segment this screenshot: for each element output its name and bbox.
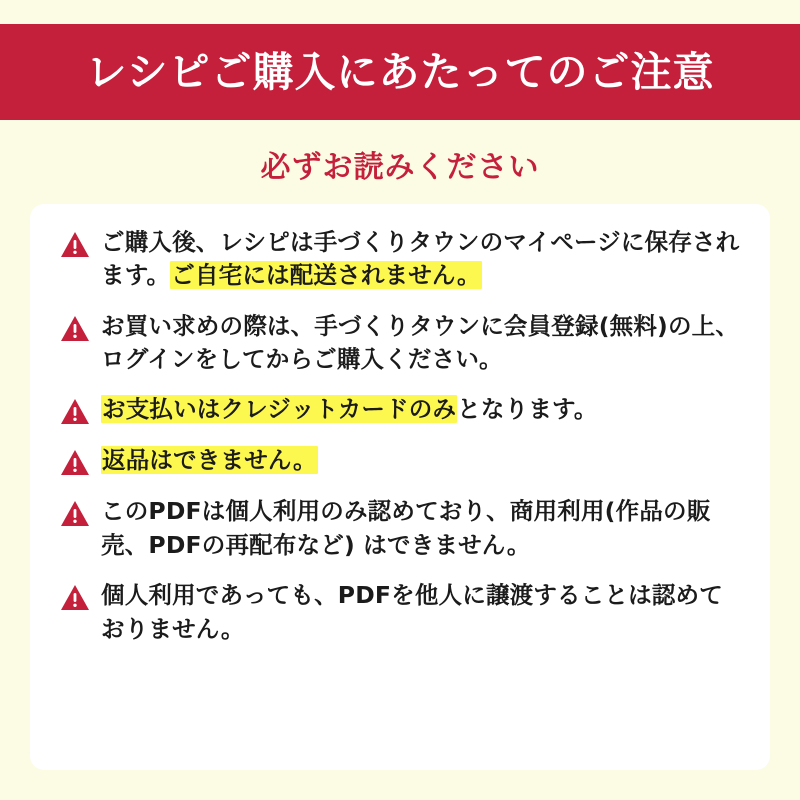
notice-text [101, 495, 742, 562]
plain-text: ご購入後、レシピは手づくりタウンのマイページに保存されます。 [101, 228, 740, 290]
notice-text [101, 579, 742, 646]
highlighted-text: 返品はできません。 [102, 446, 317, 475]
plain-text: お買い求めの際は、手づくりタウンに会員登録(無料)の上、ログインをしてからご購入ください。 [101, 311, 740, 374]
notice-text [101, 226, 742, 293]
notice-text [101, 310, 742, 377]
notice-list [60, 226, 742, 646]
notice-card [30, 204, 770, 770]
header-band [0, 24, 800, 120]
notice-item [60, 226, 742, 293]
plain-text: このPDFは個人利用のみ認めており、商用利用(作品の販売、PDFの再配布など) はできません。 [101, 497, 711, 559]
warning-triangle-icon [60, 397, 90, 427]
plain-text: 個人利用であっても、PDFを他人に譲渡することは認めておりません。 [101, 581, 723, 643]
notice-item [60, 310, 742, 377]
notice-text [101, 393, 598, 426]
plain-text: となります。 [457, 395, 598, 424]
warning-triangle-icon [60, 230, 90, 260]
warning-triangle-icon [60, 314, 90, 344]
highlighted-text: お支払いはクレジットカードのみ [102, 395, 457, 424]
page-subtitle: 必ずお読みください [260, 150, 540, 185]
highlighted-text: ご自宅には配送されません。 [171, 261, 481, 290]
notice-item [60, 444, 742, 478]
notice-item [60, 579, 742, 646]
warning-triangle-icon [60, 448, 90, 478]
notice-item [60, 393, 742, 427]
notice-text [101, 444, 318, 477]
page-title: レシピご購入にあたってのご注意 [85, 47, 715, 96]
notice-item [60, 495, 742, 562]
warning-triangle-icon [60, 499, 90, 529]
warning-triangle-icon [60, 583, 90, 613]
